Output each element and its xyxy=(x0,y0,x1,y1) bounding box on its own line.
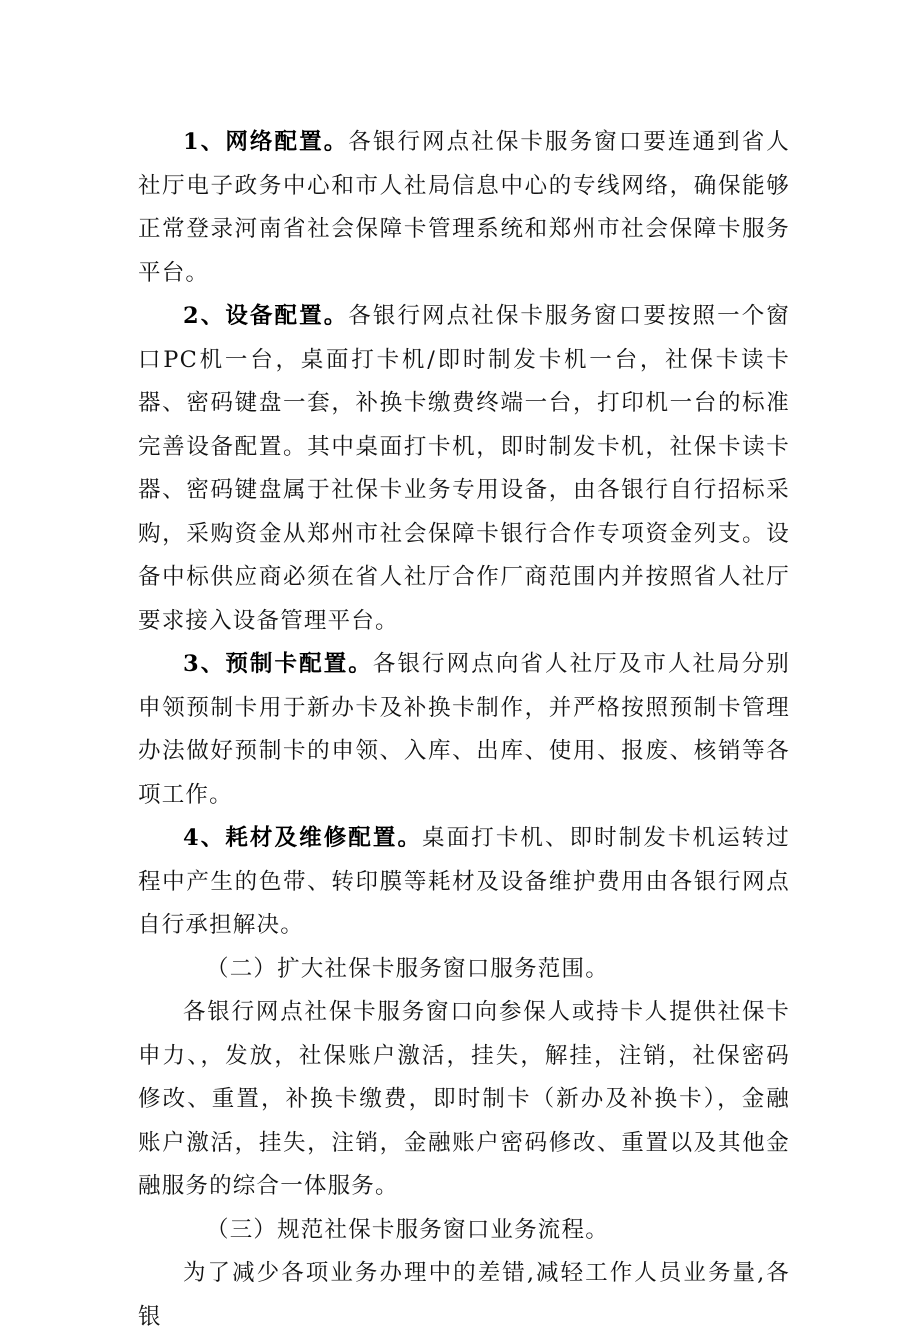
paragraph-text: 各银行网点向省人社厅及市人社局分别申领预制卡用于新办卡及补换卡制作，并严格按照预制卡管理办法做好预制卡的申领、入库、出库、使用、报废、核销等各项工作。 xyxy=(138,651,790,808)
document-body xyxy=(138,121,790,1339)
section-heading-expand-scope xyxy=(138,948,790,992)
paragraph-text: 各银行网点社保卡服务窗口要连通到省人社厅电子政务中心和市人社局信息中心的专线网络，确保能够正常登录河南省社会保障卡管理系统和郑州市社会保障卡服务平台。 xyxy=(138,129,790,286)
paragraph-lead: 3、预制卡配置。 xyxy=(183,651,373,677)
paragraph-process-intro xyxy=(138,1252,790,1339)
paragraph-prefab-card-config xyxy=(138,643,790,817)
paragraph-service-scope xyxy=(138,991,790,1209)
paragraph-equipment-config xyxy=(138,295,790,643)
section-heading-text: （三）规范社保卡服务窗口业务流程。 xyxy=(206,1216,609,1243)
section-heading-text: （二）扩大社保卡服务窗口服务范围。 xyxy=(206,955,609,982)
paragraph-lead: 2、设备配置。 xyxy=(183,303,349,329)
paragraph-text: 桌面打卡机、即时制发卡机运转过程中产生的色带、转印膜等耗材及设备维护费用由各银行网点自行承担解决。 xyxy=(138,825,790,938)
paragraph-network-config xyxy=(138,121,790,295)
paragraph-lead: 1、网络配置。 xyxy=(183,129,349,155)
paragraph-lead: 4、耗材及维修配置。 xyxy=(183,825,423,851)
section-heading-standardize-process xyxy=(138,1209,790,1253)
paragraph-text: 各银行网点社保卡服务窗口要按照一个窗口PC机一台，桌面打卡机/即时制发卡机一台，社保卡读卡器、密码键盘一套，补换卡缴费终端一台，打印机一台的标准完善设备配置。其中桌面打卡机，即时制发卡机，社保卡读卡器、密码键盘属于社保卡业务专用设备，由各银行自行招标采购，采购资金从郑州市社会保障卡银行合作专项资金列支。设备中标供应商必须在省人社厅合作厂商范围内并按照省人社厅要求接入设备管理平台。 xyxy=(138,303,790,634)
paragraph-text: 为了减少各项业务办理中的差错,减轻工作人员业务量,各银 xyxy=(138,1260,790,1330)
paragraph-consumables-config xyxy=(138,817,790,948)
paragraph-text: 各银行网点社保卡服务窗口向参保人或持卡人提供社保卡申力、，发放，社保账户激活，挂失，解挂，注销，社保密码修改、重置，补换卡缴费，即时制卡（新办及补换卡），金融账户激活，挂失，注销，金融账户密码修改、重置以及其他金融服务的综合一体服务。 xyxy=(138,999,790,1199)
